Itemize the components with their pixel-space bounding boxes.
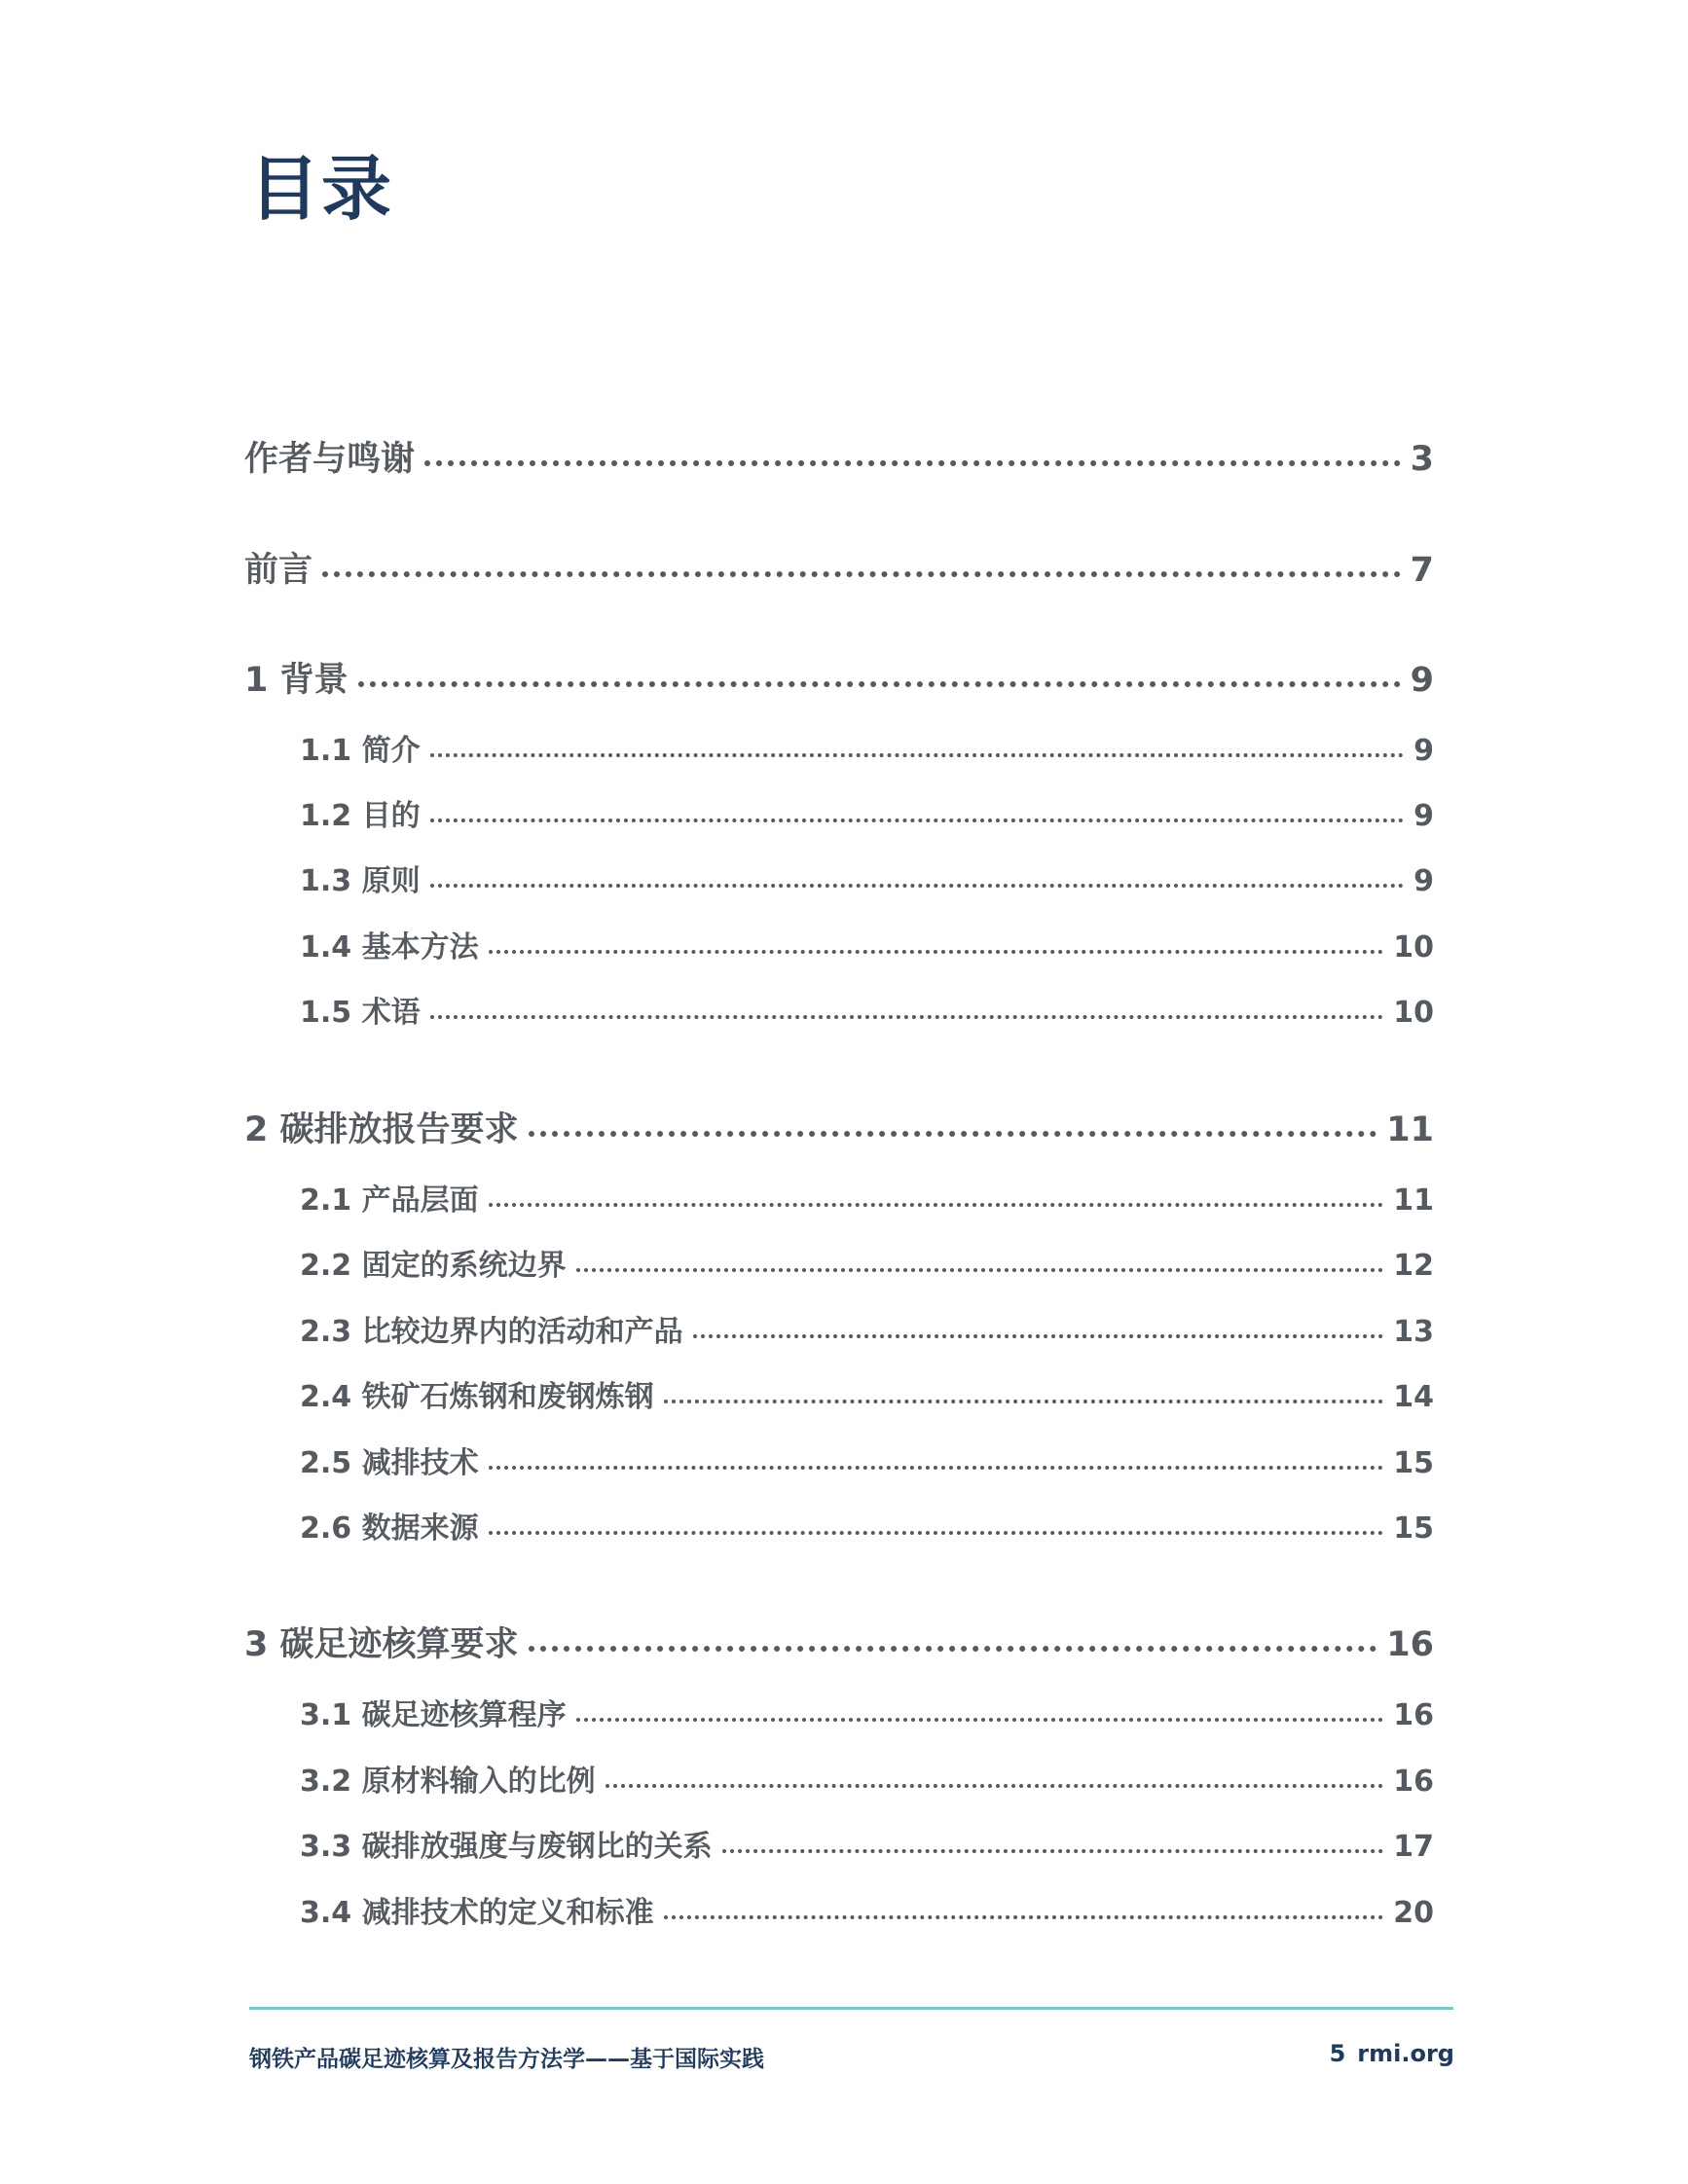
toc-entry-page-number: 9 — [1413, 864, 1434, 898]
toc-entry-label: 1.5 术语 — [300, 996, 421, 1030]
toc-entry-label: 3.3 碳排放强度与废钢比的关系 — [300, 1830, 713, 1864]
page-title: 目录 — [249, 148, 394, 230]
toc-entry-label: 前言 — [244, 551, 313, 590]
toc-dot-leader — [693, 1333, 1384, 1338]
toc-entry-label: 3.1 碳足迹核算程序 — [300, 1698, 567, 1732]
toc-entry-label: 2.4 铁矿石炼钢和废钢炼钢 — [300, 1380, 654, 1414]
toc-entry-label: 3.2 原材料输入的比例 — [300, 1765, 596, 1799]
footer-document-title: 钢铁产品碳足迹核算及报告方法学——基于国际实践 — [249, 2047, 764, 2072]
toc-dot-leader — [664, 1914, 1384, 1919]
toc-entry-section[interactable] — [300, 1888, 1434, 1931]
toc-entry-label: 3.4 减排技术的定义和标准 — [300, 1896, 654, 1930]
toc-entry-page-number: 16 — [1393, 1765, 1434, 1799]
toc-entry-label: 2.5 减排技术 — [300, 1446, 479, 1480]
toc-entry-page-number: 12 — [1393, 1249, 1434, 1283]
toc-entry-page-number: 9 — [1413, 799, 1434, 833]
toc-dot-leader — [430, 883, 1405, 888]
toc-entry-label: 1 背景 — [244, 661, 349, 700]
toc-entry-chapter[interactable] — [244, 432, 1434, 481]
toc-entry-section[interactable] — [300, 1176, 1434, 1219]
footer-page-number: 5 — [1329, 2040, 1346, 2067]
footer-site-link[interactable]: rmi.org — [1357, 2040, 1454, 2067]
toc-entry-section[interactable] — [300, 1504, 1434, 1547]
toc-entry-section[interactable] — [300, 1307, 1434, 1350]
toc-dot-leader — [489, 949, 1384, 954]
toc-entry-chapter[interactable] — [244, 1103, 1434, 1151]
toc-entry-chapter[interactable] — [244, 543, 1434, 592]
toc-entry-section[interactable] — [300, 791, 1434, 834]
toc-dot-leader — [430, 818, 1405, 822]
toc-entry-page-number: 10 — [1393, 996, 1434, 1030]
toc-dot-leader — [489, 1530, 1384, 1535]
footer-page-info — [1329, 2034, 1454, 2073]
toc-dot-leader — [722, 1848, 1384, 1853]
toc-entry-label: 3 碳足迹核算要求 — [244, 1625, 519, 1664]
toc-dot-leader — [430, 1014, 1384, 1019]
toc-entry-page-number: 15 — [1393, 1511, 1434, 1546]
toc-dot-leader — [424, 459, 1401, 466]
toc-entry-page-number: 10 — [1393, 930, 1434, 965]
toc-entry-section[interactable] — [300, 1438, 1434, 1481]
toc-entry-page-number: 9 — [1410, 661, 1434, 700]
toc-entry-label: 1.3 原则 — [300, 864, 421, 898]
toc-entry-page-number: 17 — [1393, 1830, 1434, 1864]
toc-entry-label: 2.3 比较边界内的活动和产品 — [300, 1315, 683, 1349]
toc-entry-label: 2.2 固定的系统边界 — [300, 1249, 567, 1283]
toc-entry-page-number: 15 — [1393, 1446, 1434, 1480]
toc-dot-leader — [576, 1267, 1384, 1272]
toc-entry-page-number: 11 — [1386, 1110, 1434, 1149]
toc-dot-leader — [358, 680, 1401, 687]
toc-entry-section[interactable] — [300, 923, 1434, 965]
toc-entry-label: 1.2 目的 — [300, 799, 421, 833]
toc-entry-page-number: 9 — [1413, 734, 1434, 768]
footer-divider — [249, 2007, 1453, 2010]
toc-entry-label: 1.1 简介 — [300, 734, 421, 768]
toc-dot-leader — [489, 1465, 1384, 1470]
toc-entry-section[interactable] — [300, 1372, 1434, 1415]
toc-entry-page-number: 14 — [1393, 1380, 1434, 1414]
toc-dot-leader — [529, 1130, 1377, 1137]
toc-dot-leader — [605, 1783, 1384, 1788]
toc-entry-page-number: 13 — [1393, 1315, 1434, 1349]
toc-entry-section[interactable] — [300, 1757, 1434, 1800]
toc-entry-label: 2 碳排放报告要求 — [244, 1110, 519, 1149]
toc-dot-leader — [430, 752, 1405, 757]
toc-entry-label: 1.4 基本方法 — [300, 930, 479, 965]
toc-entry-page-number: 11 — [1393, 1183, 1434, 1218]
toc-entry-label: 作者与鸣谢 — [244, 440, 416, 479]
toc-dot-leader — [489, 1202, 1384, 1207]
toc-entry-page-number: 7 — [1410, 551, 1434, 590]
toc-entry-section[interactable] — [300, 726, 1434, 769]
toc-entry-page-number: 16 — [1386, 1625, 1434, 1664]
toc-dot-leader — [322, 570, 1401, 577]
toc-entry-chapter[interactable] — [244, 1618, 1434, 1666]
toc-entry-page-number: 20 — [1393, 1896, 1434, 1930]
toc-dot-leader — [664, 1399, 1384, 1403]
toc-entry-section[interactable] — [300, 1691, 1434, 1733]
toc-dot-leader — [529, 1645, 1377, 1652]
toc-entry-chapter[interactable] — [244, 653, 1434, 702]
toc-dot-leader — [576, 1717, 1384, 1722]
toc-entry-label: 2.1 产品层面 — [300, 1183, 479, 1218]
toc-entry-section[interactable] — [300, 1822, 1434, 1865]
toc-entry-page-number: 3 — [1410, 440, 1434, 479]
toc-entry-section[interactable] — [300, 856, 1434, 899]
toc-entry-section[interactable] — [300, 1241, 1434, 1284]
toc-entry-page-number: 16 — [1393, 1698, 1434, 1732]
toc-entry-section[interactable] — [300, 988, 1434, 1031]
toc-entry-label: 2.6 数据来源 — [300, 1511, 479, 1546]
